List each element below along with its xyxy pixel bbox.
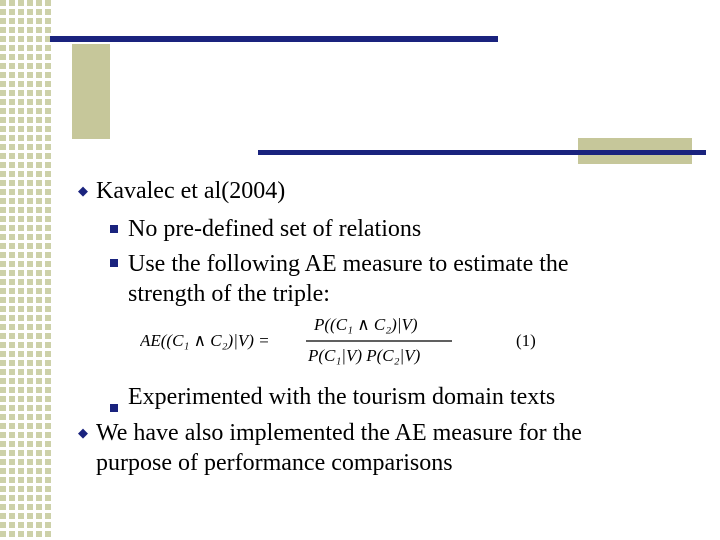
bullet-l2-use-following: Use the following AE measure to estimate the [128,251,569,277]
bullet-l2-experimented: Experimented with the tourism domain texts [128,384,556,410]
formula-number: (1) [516,331,536,350]
square-bullet-icon [110,404,118,412]
square-bullet-icon [110,259,118,267]
formula-lhs: AE((C₁ ∧ C₂)|V) = [140,331,270,350]
formula-numerator: P((C₁ ∧ C₂)|V) [314,315,418,334]
bullet-l1-we-have-cont: purpose of performance comparisons [96,450,453,476]
formula-denominator: P(C₁|V) P(C₂|V) [308,346,421,365]
bullet-l2-no-predefined: No pre-defined set of relations [128,216,422,242]
bullet-l1-kavalec: Kavalec et al(2004) [96,178,286,204]
ae-formula [140,312,560,368]
diamond-bullet-icon: ◆ [78,425,88,440]
ae-formula-svg [140,312,560,368]
square-bullet-icon [110,225,118,233]
bullet-l1-we-have: We have also implemented the AE measure for the [96,420,582,446]
diamond-bullet-icon: ◆ [78,183,88,198]
bullet-l2-use-following-cont: strength of the triple: [128,281,330,307]
